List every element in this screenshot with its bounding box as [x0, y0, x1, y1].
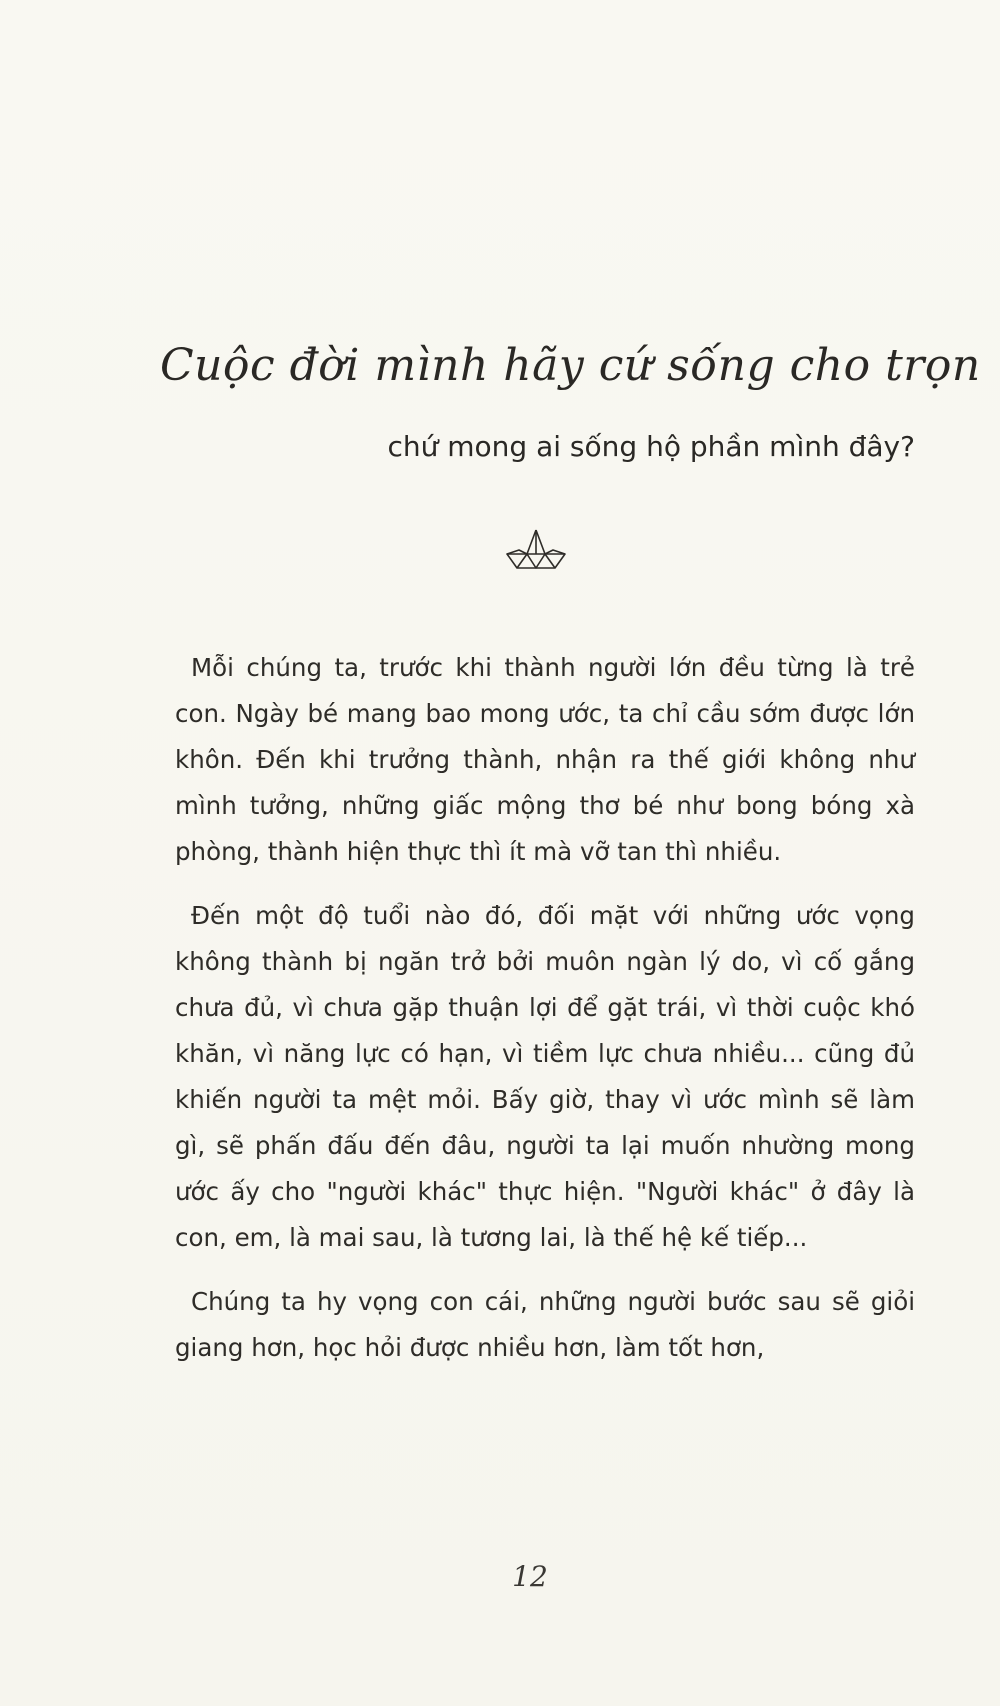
paragraph: Đến một độ tuổi nào đó, đối mặt với những ước vọng không thành bị ngăn trở bởi muôn ngàn lý do, vì cố gắng chưa đủ, vì chưa gặp thuận lợi để gặt trái, vì thời cuộc khó khăn, vì năng lực có hạn, vì tiềm lực chưa nhiều... cũng đủ khiến người ta mệt mỏi. Bấy giờ, thay vì ước mình sẽ làm gì, sẽ phấn đấu đến đâu, người ta lại muốn nhường mong ước ấy cho "người khác" thực hiện. "Người khác" ở đây là con, em, là mai sau, là tương lai, là thế hệ kế tiếp... [175, 901, 915, 1252]
paragraph: Mỗi chúng ta, trước khi thành người lớn đều từng là trẻ con. Ngày bé mang bao mong ước, ta chỉ cầu sớm được lớn khôn. Đến khi trưởng thành, nhận ra thế giới không như mình tưởng, những giấc mộng thơ bé như bong bóng xà phòng, thành hiện thực thì ít mà vỡ tan thì nhiều. [175, 653, 915, 866]
paper-boat-icon [505, 528, 567, 578]
page-number: 12 [512, 1560, 548, 1593]
chapter-subtitle: chứ mong ai sống hộ phần mình đây? [387, 430, 915, 463]
paragraph: Chúng ta hy vọng con cái, những người bước sau sẽ giỏi giang hơn, học hỏi được nhiều hơn, làm tốt hơn, [175, 1287, 915, 1362]
body-text [175, 645, 915, 1389]
chapter-title: Cuộc đời mình hãy cứ sống cho trọn [160, 340, 981, 391]
